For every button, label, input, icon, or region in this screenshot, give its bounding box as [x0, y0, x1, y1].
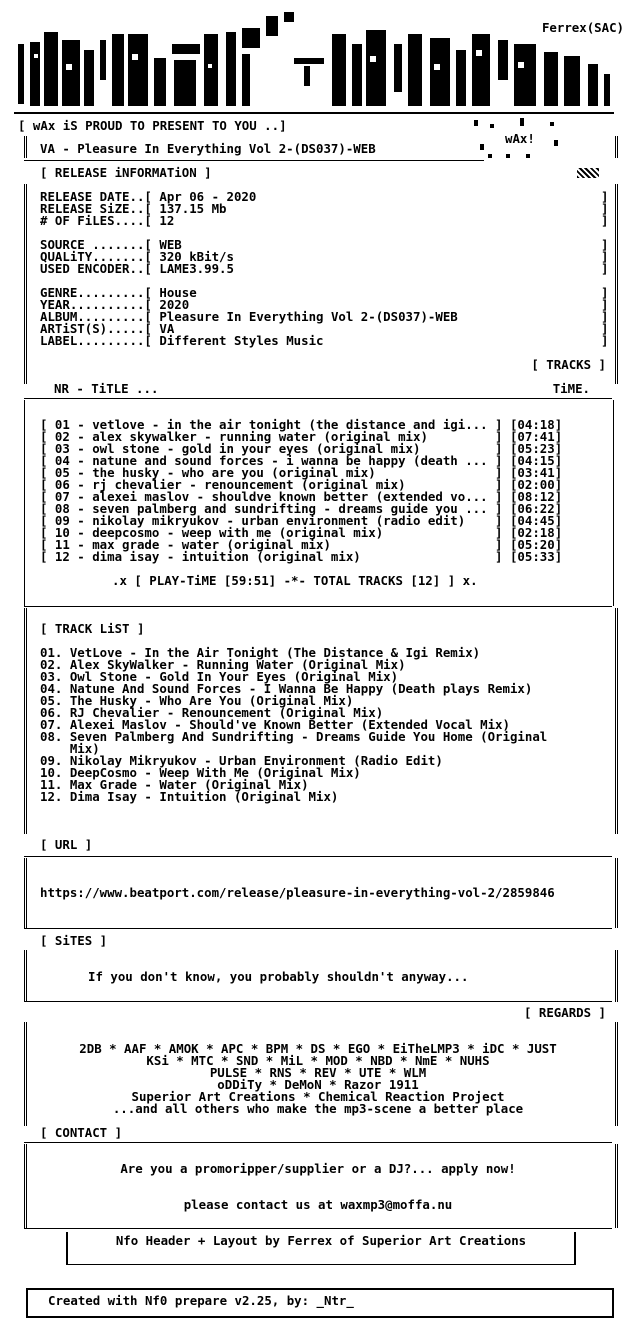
- list-item: 08. Seven Palmberg And Sundrifting - Dreams Guide You Home (Original: [40, 729, 548, 744]
- divider: [24, 856, 612, 857]
- release-name: VA - Pleasure In Everything Vol 2-(DS037)-WEB: [40, 141, 376, 156]
- list-item: 12. Dima Isay - Intuition (Original Mix): [40, 789, 339, 804]
- present-banner: [ wAx iS PROUD TO PRESENT TO YOU ..]: [18, 118, 287, 133]
- track-row: [ 06 - rj chevalier - renouncement (original mix) ] [02:00]: [40, 477, 563, 492]
- regards-line: 2DB * AAF * AMOK * APC * BPM * DS * EGO * EiTheLMP3 * iDC * JUST: [79, 1041, 557, 1056]
- divider: [24, 1228, 612, 1229]
- list-item: 07. Alexei Maslov - Should've Known Better (Extended Vocal Mix): [40, 717, 510, 732]
- list-item: 11. Max Grade - Water (Original Mix): [40, 777, 309, 792]
- sites-label: [ SiTES ]: [40, 933, 108, 948]
- list-item: 01. VetLove - In the Air Tonight (The Distance & Igi Remix): [40, 645, 481, 660]
- info-row: ARTiST(S).....[ VA: [40, 321, 175, 336]
- divider: [24, 1142, 612, 1143]
- track-row: [ 04 - natune and sound forces - i wanna be happy (death ... ] [04:15]: [40, 453, 563, 468]
- track-row: [ 12 - dima isay - intuition (original mix) ] [05:33]: [40, 549, 563, 564]
- info-row: USED ENCODER..[ LAME3.99.5: [40, 261, 234, 276]
- divider: [24, 928, 612, 929]
- track-row: [ 08 - seven palmberg and sundrifting - dreams guide you ... ] [06:22]: [40, 501, 563, 516]
- col-time: TiME.: [552, 381, 590, 396]
- list-item: 06. RJ Chevalier - Renouncement (Original Mix): [40, 705, 384, 720]
- contact-apply: Are you a promoripper/supplier or a DJ?... apply now!: [120, 1161, 516, 1176]
- divider: [24, 160, 484, 161]
- list-item: 04. Natune And Sound Forces - I Wanna Be Happy (Death plays Remix): [40, 681, 533, 696]
- track-row: [ 01 - vetlove - in the air tonight (the distance and igi... ] [04:18]: [40, 417, 563, 432]
- col-nr-title: NR - TiTLE ...: [54, 381, 159, 396]
- created-with: Created with Nf0 prepare v2.25, by: _Ntr_: [48, 1293, 354, 1308]
- info-row: QUALiTY.......[ 320 kBit/s: [40, 249, 234, 264]
- track-row: [ 09 - nikolay mikryukov - urban environment (radio edit) ] [04:45]: [40, 513, 563, 528]
- track-row: [ 05 - the husky - who are you (original mix) ] [03:41]: [40, 465, 563, 480]
- right-brackets: ] ] ] ] ] ] ] ] ] ] ]: [601, 189, 609, 348]
- track-row: [ 02 - alex skywalker - running water (original mix) ] [07:41]: [40, 429, 563, 444]
- regards-line: ...and all others who make the mp3-scene a better place: [112, 1101, 524, 1116]
- list-item: 10. DeepCosmo - Weep With Me (Original Mix): [40, 765, 361, 780]
- sites-text: If you don't know, you probably shouldn't anyway...: [88, 969, 469, 984]
- regards-line: PULSE * RNS * REV * UTE * WLM: [209, 1065, 427, 1080]
- info-row: # OF FiLES....[ 12: [40, 213, 175, 228]
- hatch-decoration: [577, 168, 599, 178]
- list-item: 05. The Husky - Who Are You (Original Mix): [40, 693, 354, 708]
- playtime-summary: .x [ PLAY-TiME [59:51] -*- TOTAL TRACKS [12] ] x.: [112, 573, 478, 588]
- layout-credit: Nfo Header + Layout by Ferrex of Superior Art Creations: [115, 1233, 527, 1248]
- regards-label: [ REGARDS ]: [523, 1005, 606, 1020]
- release-info-label: [ RELEASE iNFORMATiON ]: [40, 165, 212, 180]
- info-row: YEAR..........[ 2020: [40, 297, 190, 312]
- track-row: [ 11 - max grade - water (original mix) ] [05:20]: [40, 537, 563, 552]
- wax-ascii-logo: [4, 4, 628, 124]
- divider: [24, 1001, 612, 1002]
- ascii-credit: Ferrex(SAC): [541, 20, 624, 35]
- regards-line: Superior Art Creations * Chemical Reaction Project: [131, 1089, 505, 1104]
- divider: [24, 398, 612, 399]
- wax-tag: wAx!: [505, 131, 535, 146]
- track-row: [ 10 - deepcosmo - weep with me (original mix) ] [02:18]: [40, 525, 563, 540]
- info-row: SOURCE .......[ WEB: [40, 237, 182, 252]
- regards-line: KSi * MTC * SND * MiL * MOD * NBD * NmE * NUHS: [146, 1053, 490, 1068]
- track-list-label: [ TRACK LiST ]: [40, 621, 145, 636]
- info-row: LABEL.........[ Different Styles Music: [40, 333, 324, 348]
- contact-frame: [24, 1144, 618, 1228]
- info-row: GENRE.........[ House: [40, 285, 197, 300]
- divider: [24, 606, 612, 607]
- url-label: [ URL ]: [40, 837, 93, 852]
- tracks-label: [ TRACKS ]: [531, 357, 606, 372]
- info-row: RELEASE SiZE..[ 137.15 Mb: [40, 201, 227, 216]
- list-item: Mix): [40, 741, 100, 756]
- info-row: ALBUM.........[ Pleasure In Everything Vol 2-(DS037)-WEB: [40, 309, 458, 324]
- list-item: 02. Alex SkyWalker - Running Water (Original Mix): [40, 657, 406, 672]
- track-row: [ 07 - alexei maslov - shouldve known better (extended vo... ] [08:12]: [40, 489, 563, 504]
- track-row: [ 03 - owl stone - gold in your eyes (original mix) ] [05:23]: [40, 441, 563, 456]
- url-link[interactable]: https://www.beatport.com/release/pleasure-in-everything-vol-2/2859846: [40, 885, 555, 900]
- regards-line: oDDiTy * DeMoN * Razor 1911: [217, 1077, 419, 1092]
- info-row: RELEASE DATE..[ Apr 06 - 2020: [40, 189, 257, 204]
- list-item: 09. Nikolay Mikryukov - Urban Environment (Radio Edit): [40, 753, 443, 768]
- contact-email[interactable]: please contact us at waxmp3@moffa.nu: [183, 1197, 453, 1212]
- contact-label: [ CONTACT ]: [40, 1125, 123, 1140]
- list-item: 03. Owl Stone - Gold In Your Eyes (Original Mix): [40, 669, 399, 684]
